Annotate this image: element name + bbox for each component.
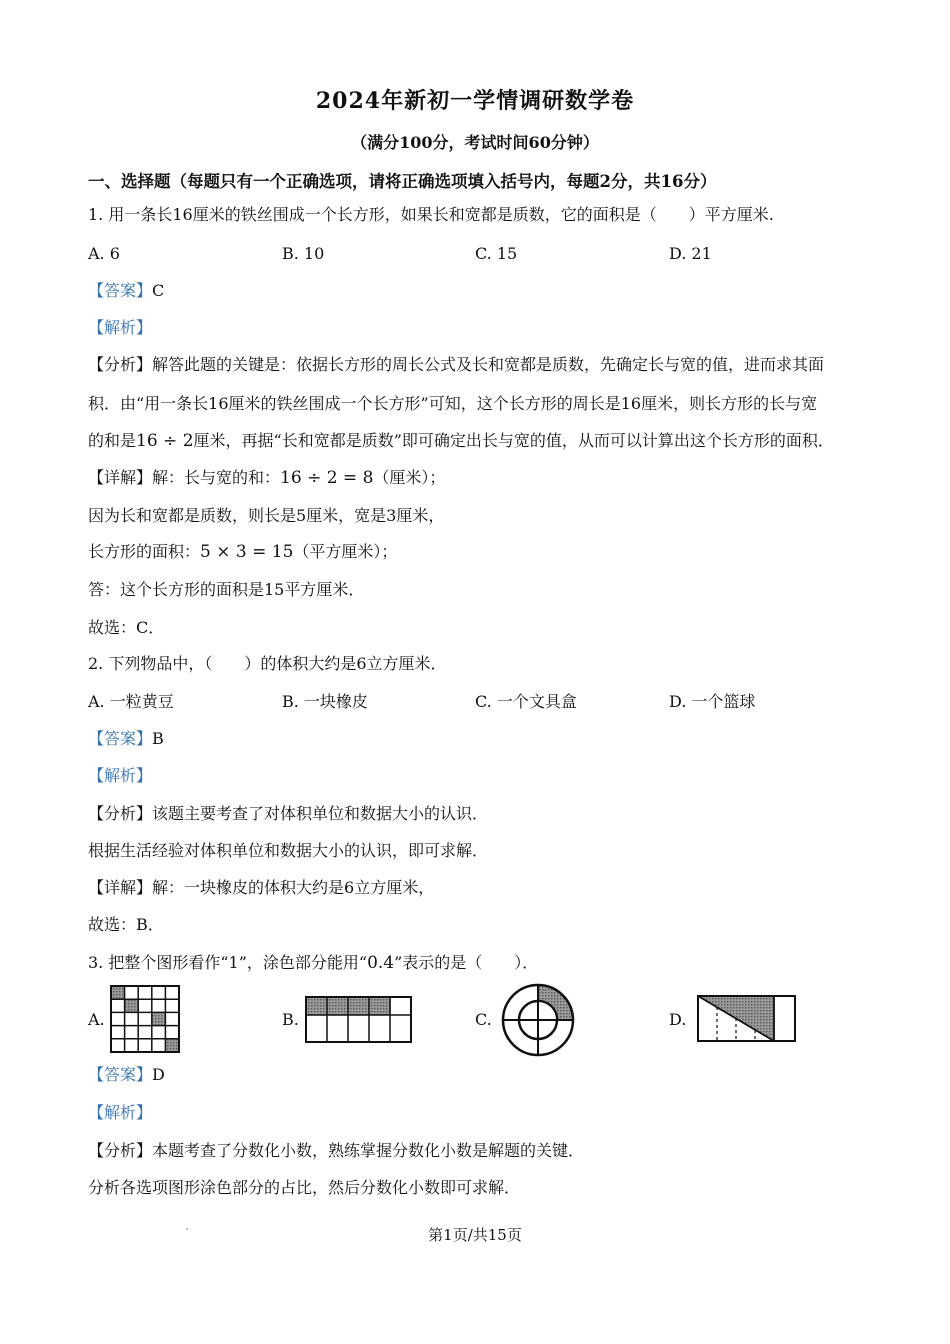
q3-fenxi-1 [88, 1140, 584, 1162]
answer-tag: 【答案】 [88, 281, 153, 300]
q3-option-b-label: B. [282, 1010, 299, 1029]
q3-figure-b-bar [305, 996, 412, 1043]
q1-option-b: B. 10 [282, 244, 325, 263]
fenxi-text: 的和是 [88, 431, 137, 450]
q1-xiangjie-2: 因为长和宽都是质数，则长是5厘米，宽是3厘米， [88, 506, 445, 525]
stem-text: ”表示的是（ ）． [394, 953, 539, 972]
q1-fenxi-2: 积．由“用一条长16厘米的铁丝围成一个长方形”可知，这个长方形的周长是16厘米，则长方形的长与宽 [88, 394, 818, 413]
q3-figure-a-grid [110, 985, 180, 1053]
q1-analysis-tag: 【解析】 [88, 318, 153, 337]
q1-answer [88, 280, 164, 302]
q1-xiangjie-1 [88, 467, 445, 489]
answer-value: B [152, 729, 164, 748]
page-title: 2024年新初一学情调研数学卷 [315, 88, 635, 114]
xiangjie-text: 解：一块橡皮的体积大约是6立方厘米， [152, 878, 435, 897]
q3-figure-c-circle [500, 983, 576, 1057]
page-subtitle: （满分100分，考试时间60分钟） [351, 133, 599, 152]
fenxi-tag: 【分析】 [88, 804, 153, 823]
q3-option-c-label: C. [475, 1010, 492, 1029]
q2-fenxi-1 [88, 803, 488, 825]
answer-tag: 【答案】 [88, 1065, 153, 1084]
q3-option-d-label: D. [669, 1010, 687, 1029]
xiangjie-text: （厘米）； [373, 468, 446, 487]
q2-stem: 2. 下列物品中，（ ）的体积大约是6立方厘米． [88, 654, 447, 673]
answer-value: D [152, 1065, 165, 1084]
q2-option-a: A. 一粒黄豆 [88, 692, 174, 711]
q1-stem: 1. 用一条长16厘米的铁丝围成一个长方形，如果长和宽都是质数，它的面积是（ ）平方厘米. [88, 205, 774, 224]
math-expression: 5 × 3 = 15 [200, 542, 294, 562]
q2-fenxi-2: 根据生活经验对体积单位和数据大小的认识，即可求解． [88, 841, 489, 860]
fenxi-tag: 【分析】 [88, 1141, 153, 1160]
fenxi-text: 本题考查了分数化小数，熟练掌握分数化小数是解题的关键． [152, 1141, 585, 1160]
fenxi-text: 该题主要考查了对体积单位和数据大小的认识． [152, 804, 489, 823]
fenxi-tag: 【分析】 [88, 355, 153, 374]
q2-option-c: C. 一个文具盒 [475, 692, 577, 711]
q3-analysis-tag: 【解析】 [88, 1103, 153, 1122]
q1-fenxi-3 [88, 430, 834, 452]
q2-option-d: D. 一个篮球 [669, 692, 756, 711]
q1-xiangjie-3 [88, 541, 397, 563]
q2-answer [88, 728, 164, 750]
q3-fenxi-2: 分析各选项图形涂色部分的占比，然后分数化小数即可求解． [88, 1178, 521, 1197]
section-heading: 一、选择题（每题只有一个正确选项，请将正确选项填入括号内，每题2分，共16分） [88, 172, 717, 191]
stem-text: 3. 把整个图形看作“1”，涂色部分能用“ [88, 953, 368, 972]
page-footer: 第1页/共15页 [428, 1226, 522, 1244]
q2-option-b: B. 一块橡皮 [282, 692, 368, 711]
q1-xiangjie-5: 故选：C． [88, 618, 165, 637]
xiangjie-text: 长方形的面积： [88, 542, 201, 561]
xiangjie-tag: 【详解】 [88, 878, 153, 897]
q2-xiangjie-1 [88, 877, 434, 899]
q1-option-c: C. 15 [475, 244, 518, 263]
answer-tag: 【答案】 [88, 729, 153, 748]
answer-value: C [152, 281, 165, 300]
math-expression: 16 ÷ 2 = 8 [280, 468, 374, 488]
q2-analysis-tag: 【解析】 [88, 766, 153, 785]
q1-option-d: D. 21 [669, 244, 712, 263]
q1-option-a: A. 6 [88, 244, 120, 263]
q3-option-a-label: A. [88, 1010, 105, 1029]
math-expression: 16 ÷ 2 [136, 431, 194, 451]
xiangjie-tag: 【详解】 [88, 468, 153, 487]
q2-xiangjie-2: 故选：B． [88, 915, 164, 934]
q3-stem [88, 952, 538, 974]
xiangjie-text: （平方厘米）； [293, 542, 398, 561]
q1-fenxi-1 [88, 354, 824, 376]
q1-xiangjie-4: 答：这个长方形的面积是15平方厘米． [88, 580, 365, 599]
xiangjie-text: 解：长与宽的和： [152, 468, 281, 487]
fenxi-text: 厘米，再据“长和宽都是质数”即可确定出长与宽的值，从而可以计算出这个长方形的面积． [193, 431, 834, 450]
q3-answer [88, 1064, 165, 1086]
q3-figure-d-rectangle [697, 995, 796, 1043]
math-expression: 0.4 [367, 953, 395, 973]
fenxi-text: 解答此题的关键是：依据长方形的周长公式及长和宽都是质数，先确定长与宽的值，进而求其面 [152, 355, 825, 374]
